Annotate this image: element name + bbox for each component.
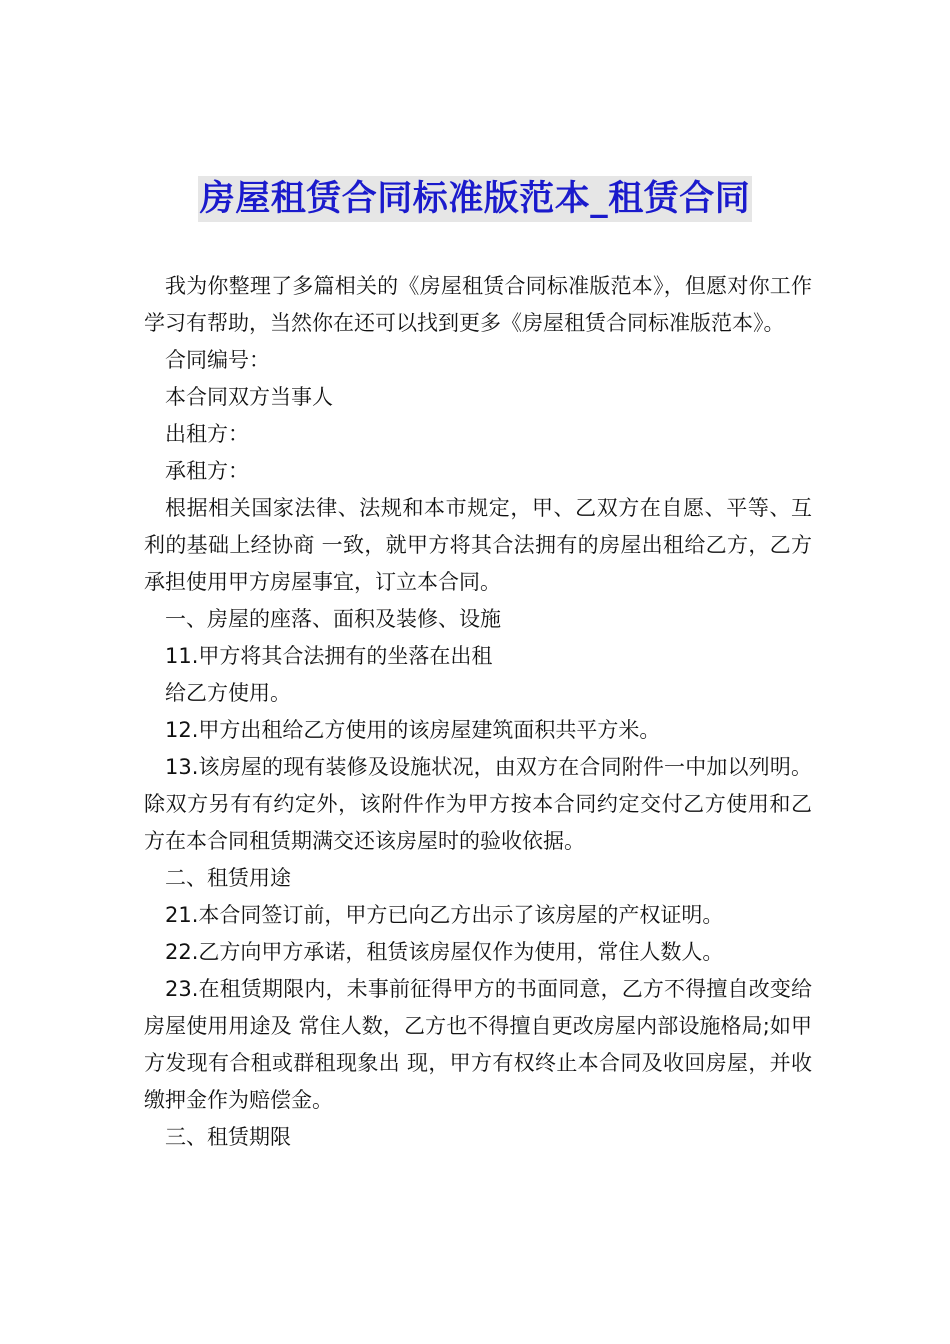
- parties-line: 本合同双方当事人: [165, 385, 333, 409]
- title-container: [0, 176, 950, 222]
- clause-1-1: 11.甲方将其合法拥有的坐落在出租: [165, 644, 493, 668]
- clause-1-1-continued: 给乙方使用。: [165, 681, 291, 705]
- preamble-paragraph: 根据相关国家法律、法规和本市规定，甲、乙双方在自愿、平等、互利的基础上经协商 一致，就甲方将其合法拥有的房屋出租给乙方，乙方承担使用甲方房屋事宜，订立本合同。: [144, 496, 812, 594]
- lessor-line: 出租方：: [165, 422, 249, 446]
- intro-paragraph: 我为你整理了多篇相关的《房屋租赁合同标准版范本》，但愿对你工作学习有帮助，当然你在还可以找到更多《房屋租赁合同标准版范本》。: [144, 274, 812, 335]
- clause-2-1: 21.本合同签订前，甲方已向乙方出示了该房屋的产权证明。: [165, 903, 724, 927]
- clause-2-3: 23.在租赁期限内，未事前征得甲方的书面同意，乙方不得擅自改变给房屋使用用途及 常住人数，乙方也不得擅自更改房屋内部设施格局;如甲方发现有合租或群租现象出 现，甲方有权终止本合同及收回房屋，并收缴押金作为赔偿金。: [144, 977, 812, 1112]
- lessee-line: 承租方：: [165, 459, 249, 483]
- section-heading-2: 二、租赁用途: [165, 866, 291, 890]
- contract-number-line: 合同编号：: [165, 348, 270, 372]
- section-heading-3: 三、租赁期限: [165, 1125, 291, 1149]
- document-title: 房屋租赁合同标准版范本_租赁合同: [198, 176, 753, 222]
- document-body: [144, 268, 812, 1156]
- clause-1-3: 13.该房屋的现有装修及设施状况，由双方在合同附件一中加以列明。除双方另有有约定外，该附件作为甲方按本合同约定交付乙方使用和乙方在本合同租赁期满交还该房屋时的验收依据。: [144, 755, 812, 853]
- clause-1-2: 12.甲方出租给乙方使用的该房屋建筑面积共平方米。: [165, 718, 661, 742]
- clause-2-2: 22.乙方向甲方承诺，租赁该房屋仅作为使用，常住人数人。: [165, 940, 724, 964]
- section-heading-1: 一、房屋的座落、面积及装修、设施: [165, 607, 501, 631]
